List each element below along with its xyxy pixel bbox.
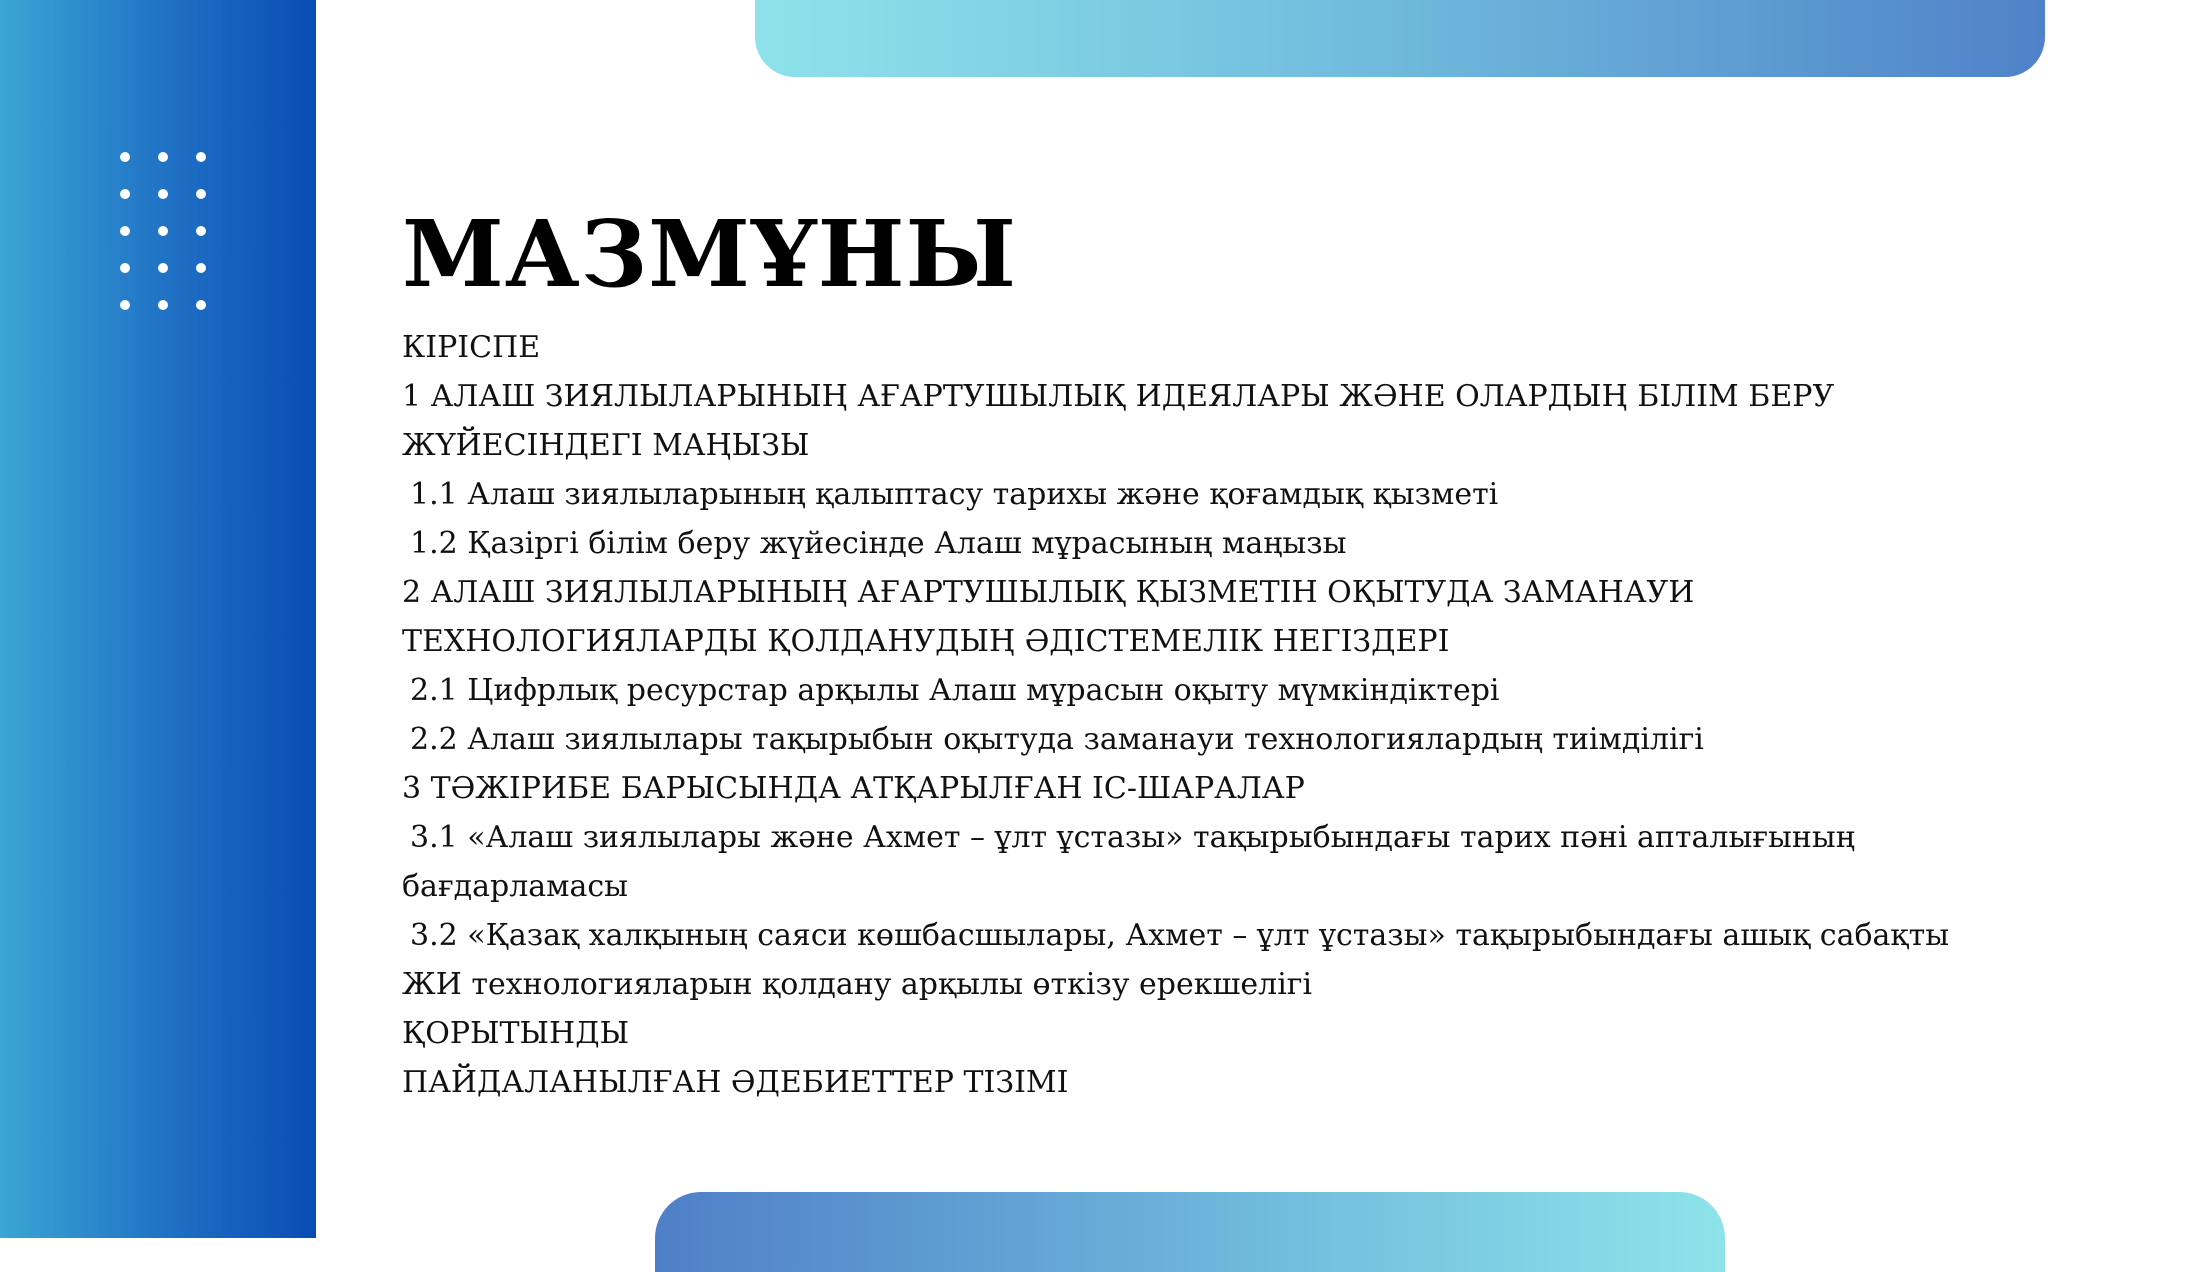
toc-subsection-3-1-cont: бағдарламасы xyxy=(402,869,629,904)
toc-section-2: 2 АЛАШ ЗИЯЛЫЛАРЫНЫҢ АҒАРТУШЫЛЫҚ ҚЫЗМЕТІН ОҚЫТУДА ЗАМАНАУИ xyxy=(402,575,1695,610)
dot-icon xyxy=(158,189,168,199)
table-of-contents xyxy=(402,323,2062,1107)
dot-icon xyxy=(196,300,206,310)
dot-icon xyxy=(196,226,206,236)
dot-icon xyxy=(196,189,206,199)
dot-icon xyxy=(120,263,130,273)
bottom-decorative-bar xyxy=(655,1192,1725,1272)
toc-subsection-1-1: 1.1 Алаш зиялыларының қалыптасу тарихы және қоғамдық қызметі xyxy=(410,477,1499,512)
toc-subsection-2-1: 2.1 Цифрлық ресурстар арқылы Алаш мұрасын оқыту мүмкіндіктері xyxy=(410,673,1500,708)
toc-section-2-cont: ТЕХНОЛОГИЯЛАРДЫ ҚОЛДАНУДЫҢ ӘДІСТЕМЕЛІК НЕГІЗДЕРІ xyxy=(402,624,1450,659)
dot-icon xyxy=(196,263,206,273)
slide-title: МАЗМҰНЫ xyxy=(402,200,1018,308)
toc-subsection-3-1: 3.1 «Алаш зиялылары және Ахмет – ұлт ұстазы» тақырыбындағы тарих пәні апталығының xyxy=(410,820,1856,855)
toc-item-conclusion: ҚОРЫТЫНДЫ xyxy=(402,1016,630,1051)
toc-subsection-1-2: 1.2 Қазіргі білім беру жүйесінде Алаш мұрасының маңызы xyxy=(410,526,1347,561)
dot-icon xyxy=(120,300,130,310)
decorative-dot-grid xyxy=(120,152,220,312)
toc-subsection-2-2: 2.2 Алаш зиялылары тақырыбын оқытуда заманауи технологиялардың тиімділігі xyxy=(410,722,1704,757)
dot-icon xyxy=(196,152,206,162)
dot-icon xyxy=(158,152,168,162)
dot-icon xyxy=(158,263,168,273)
dot-icon xyxy=(120,226,130,236)
dot-icon xyxy=(158,226,168,236)
dot-icon xyxy=(120,189,130,199)
toc-section-3: 3 ТӘЖІРИБЕ БАРЫСЫНДА АТҚАРЫЛҒАН ІС-ШАРАЛАР xyxy=(402,771,1305,806)
slide-content xyxy=(402,198,2062,1107)
toc-item-intro: КІРІСПЕ xyxy=(402,330,541,365)
toc-subsection-3-2: 3.2 «Қазақ халқының саяси көшбасшылары, Ахмет – ұлт ұстазы» тақырыбындағы ашық сабақты xyxy=(410,918,1950,953)
left-gradient-panel xyxy=(0,0,316,1238)
toc-section-1: 1 АЛАШ ЗИЯЛЫЛАРЫНЫҢ АҒАРТУШЫЛЫҚ ИДЕЯЛАРЫ ЖӘНЕ ОЛАРДЫҢ БІЛІМ БЕРУ xyxy=(402,379,1835,414)
toc-subsection-3-2-cont: ЖИ технологияларын қолдану арқылы өткізу ерекшелігі xyxy=(402,967,1313,1002)
toc-item-references: ПАЙДАЛАНЫЛҒАН ӘДЕБИЕТТЕР ТІЗІМІ xyxy=(402,1065,1069,1100)
dot-icon xyxy=(158,300,168,310)
toc-section-1-cont: ЖҮЙЕСІНДЕГІ МАҢЫЗЫ xyxy=(402,428,810,463)
dot-icon xyxy=(120,152,130,162)
top-decorative-bar xyxy=(755,0,2045,77)
